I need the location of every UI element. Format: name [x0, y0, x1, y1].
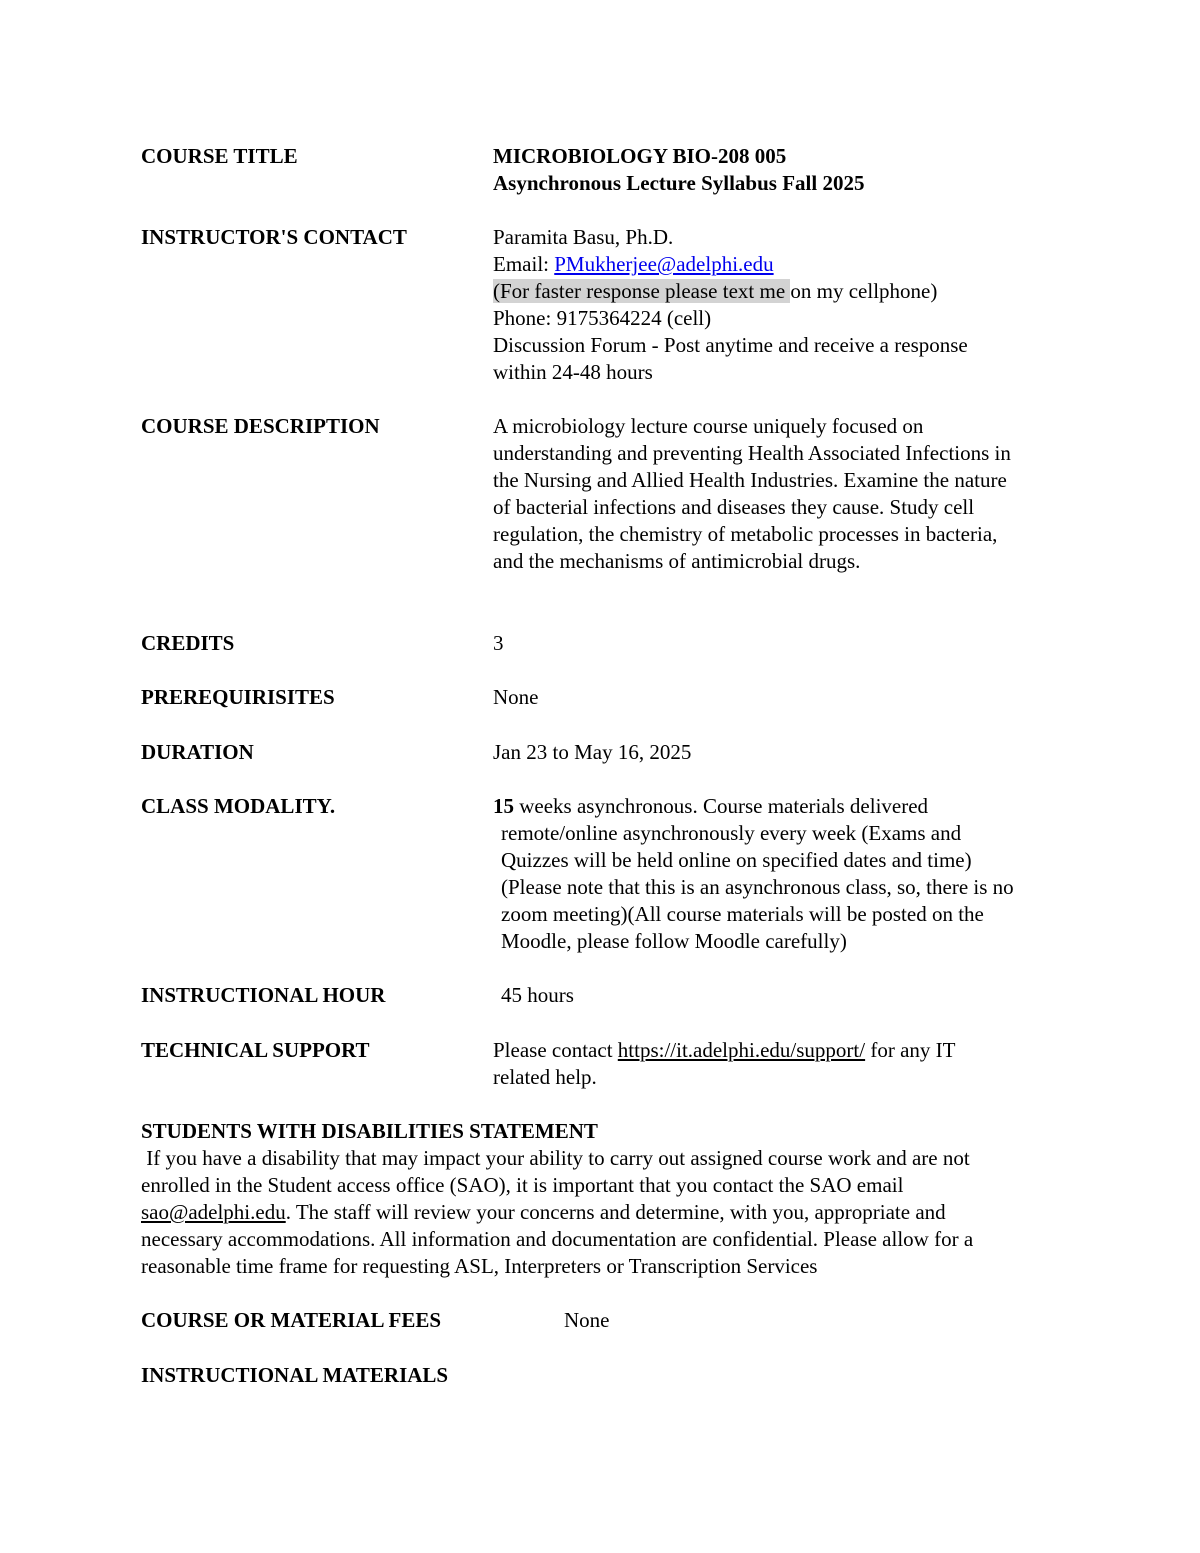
duration-value: Jan 23 to May 16, 2025 [493, 740, 692, 764]
course-title-value [493, 143, 1093, 197]
modality-line: Quizzes will be held online on specified dates and time) [501, 848, 972, 872]
tech-suffix: for any IT [865, 1038, 956, 1062]
instructor-phone: Phone: 9175364224 (cell) [493, 306, 712, 330]
disabilities-line3-rest: . The staff will review your concerns and determine, with you, appropriate and [285, 1200, 946, 1224]
faster-response-line [493, 278, 1093, 305]
materials-label: INSTRUCTIONAL MATERIALS [141, 1363, 449, 1387]
modality-line1 [493, 793, 1093, 820]
technical-support-label: TECHNICAL SUPPORT [141, 1038, 370, 1062]
disabilities-line5: reasonable time frame for requesting ASL, Interpreters or Transcription Services [141, 1254, 818, 1278]
credits-value: 3 [493, 631, 504, 655]
description-line: and the mechanisms of antimicrobial drugs. [493, 549, 861, 573]
modality-line: Moodle, please follow Moodle carefully) [501, 929, 847, 953]
disabilities-line1: If you have a disability that may impact your ability to carry out assigned course work and are not [141, 1146, 970, 1170]
tech-prefix: Please contact [493, 1038, 618, 1062]
course-title-line1: MICROBIOLOGY BIO-208 005 [493, 144, 787, 168]
faster-response-highlight: (For faster response please text me [493, 279, 791, 303]
instructor-value [493, 224, 1093, 386]
discussion-forum-line2: within 24-48 hours [493, 360, 653, 384]
instructor-name: Paramita Basu, Ph.D. [493, 225, 674, 249]
discussion-forum-line1: Discussion Forum - Post anytime and receive a response [493, 333, 968, 357]
course-title-label: COURSE TITLE [141, 144, 298, 168]
prerequisites-label: PREREQUIRISITES [141, 685, 335, 709]
technical-support-line2: related help. [493, 1065, 597, 1089]
modality-label: CLASS MODALITY. [141, 794, 336, 818]
fees-label: COURSE OR MATERIAL FEES [141, 1308, 442, 1332]
technical-support-value [493, 1037, 1093, 1091]
credits-label: CREDITS [141, 631, 235, 655]
modality-weeks: 15 [493, 794, 514, 818]
description-label: COURSE DESCRIPTION [141, 414, 380, 438]
course-title-line2: Asynchronous Lecture Syllabus Fall 2025 [493, 171, 865, 195]
description-line: of bacterial infections and diseases they cause. Study cell [493, 495, 975, 519]
instructor-label: INSTRUCTOR'S CONTACT [141, 225, 407, 249]
duration-label: DURATION [141, 740, 254, 764]
modality-line: (Please note that this is an asynchronous class, so, there is no [501, 875, 1014, 899]
modality-line: zoom meeting)(All course materials will be posted on the [501, 902, 984, 926]
instructional-hour-label: INSTRUCTIONAL HOUR [141, 983, 386, 1007]
description-line: understanding and preventing Health Associated Infections in [493, 441, 1011, 465]
instructor-email-link[interactable]: PMukherjee@adelphi.edu [554, 252, 774, 276]
description-line: regulation, the chemistry of metabolic processes in bacteria, [493, 522, 998, 546]
modality-line1-rest: weeks asynchronous. Course materials delivered [514, 794, 929, 818]
disabilities-line2: enrolled in the Student access office (SAO), it is important that you contact the SAO email [141, 1173, 904, 1197]
technical-support-line1 [493, 1037, 1093, 1064]
description-value [493, 413, 1093, 575]
fees-value: None [564, 1308, 610, 1332]
modality-value [493, 793, 1093, 955]
faster-response-rest: on my cellphone) [790, 279, 938, 303]
email-prefix: Email: [493, 252, 555, 276]
description-line: A microbiology lecture course uniquely focused on [493, 414, 924, 438]
disabilities-line4: necessary accommodations. All information and documentation are confidential. Please allow for a [141, 1227, 974, 1251]
it-support-link[interactable]: https://it.adelphi.edu/support/ [617, 1038, 866, 1062]
prerequisites-value: None [493, 685, 539, 709]
instructor-email-line [493, 251, 1093, 278]
sao-email-link[interactable]: sao@adelphi.edu [141, 1200, 286, 1224]
disabilities-line3 [141, 1199, 1091, 1226]
description-line: the Nursing and Allied Health Industries. Examine the nature [493, 468, 1007, 492]
instructional-hour-value: 45 hours [501, 983, 574, 1007]
disabilities-heading: STUDENTS WITH DISABILITIES STATEMENT [141, 1119, 598, 1143]
disabilities-section [141, 1118, 1091, 1280]
modality-line: remote/online asynchronously every week (Exams and [501, 821, 962, 845]
